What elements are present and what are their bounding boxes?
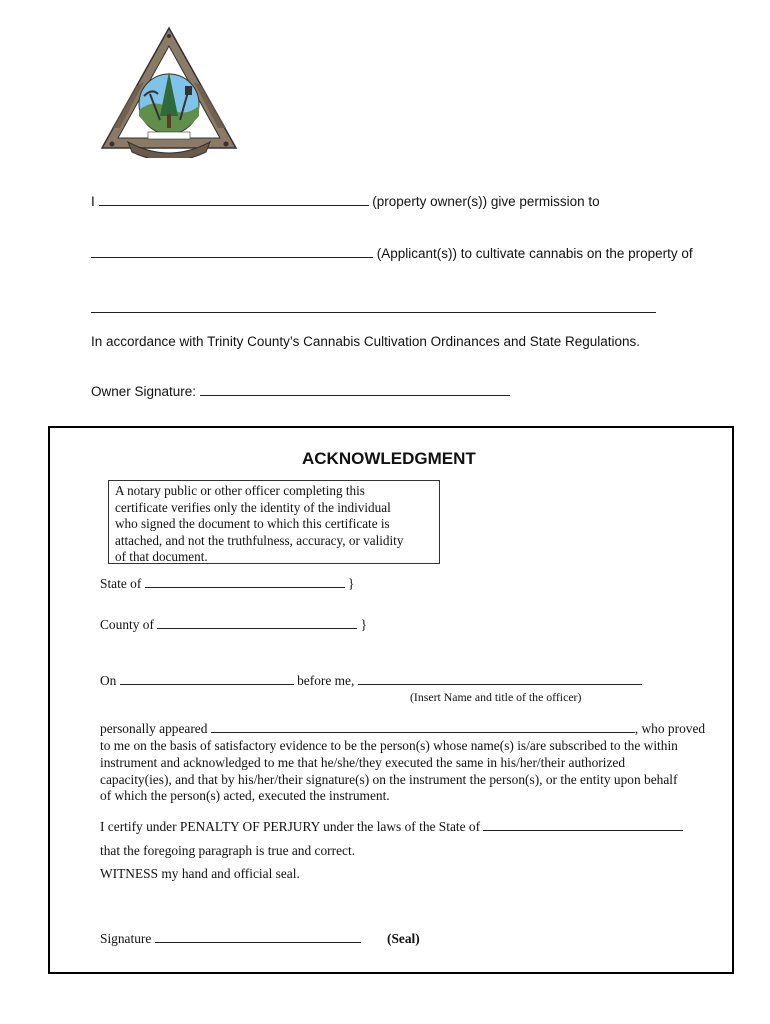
owner-signature-row: [91, 384, 510, 399]
permission-line-1: [91, 194, 600, 209]
notary-signature-field[interactable]: [155, 941, 361, 943]
witness-text: WITNESS my hand and official seal.: [100, 866, 300, 881]
owner-permission-text: (property owner(s)) give permission to: [372, 194, 600, 209]
certify-row: [100, 819, 683, 835]
notice-line: attached, and not the truthfulness, accuracy, or validity: [115, 532, 404, 548]
county-brace: }: [360, 617, 368, 632]
body-line: instrument and acknowledged to me that he/she/they executed the same in his/her/their authorized: [100, 754, 626, 770]
before-me-label: before me,: [297, 673, 355, 688]
officer-name-field[interactable]: [358, 683, 642, 685]
acknowledgment-body: [100, 738, 678, 805]
certify-state-field[interactable]: [483, 829, 683, 831]
foregoing-text: that the foregoing paragraph is true and correct.: [100, 843, 356, 858]
state-label: State of: [100, 576, 142, 591]
on-date-row: [100, 673, 642, 689]
seal-label: (Seal): [387, 931, 420, 946]
county-label: County of: [100, 617, 154, 632]
permission-line-2: [91, 246, 693, 261]
officer-hint: (Insert Name and title of the officer): [410, 690, 582, 704]
appeared-name-field[interactable]: [211, 731, 635, 733]
notary-signature-row: [100, 931, 361, 947]
on-label: On: [100, 673, 117, 688]
body-line: of which the person(s) acted, executed the instrument.: [100, 788, 390, 804]
applicant-permission-text: (Applicant(s)) to cultivate cannabis on the property of: [376, 246, 693, 261]
who-proved-label: , who proved: [634, 721, 706, 736]
state-brace: }: [348, 576, 355, 591]
notice-line: certificate verifies only the identity of the individual: [115, 499, 391, 515]
state-row: [100, 576, 354, 592]
state-field[interactable]: [145, 586, 345, 588]
owner-prefix: I: [91, 194, 95, 209]
body-line: to me on the basis of satisfactory evidence to be the person(s) whose name(s) is/are subscribed to the within: [100, 738, 678, 753]
owner-signature-field[interactable]: [200, 394, 510, 396]
trinity-county-seal-logo: [98, 24, 240, 158]
certify-text: I certify under PENALTY OF PERJURY under the laws of the State of: [100, 819, 481, 834]
property-address-field[interactable]: [91, 312, 656, 313]
applicant-name-field[interactable]: [91, 256, 373, 258]
acknowledgment-title: ACKNOWLEDGMENT: [302, 449, 476, 468]
notice-line: A notary public or other officer completing this: [115, 483, 365, 498]
date-field[interactable]: [120, 683, 294, 685]
owner-signature-label: Owner Signature:: [91, 384, 197, 399]
body-line: capacity(ies), and that by his/her/their signature(s) on the instrument the person(s), or the entity upon behalf: [100, 771, 678, 787]
signature-label: Signature: [100, 931, 152, 946]
county-field[interactable]: [157, 627, 357, 629]
owner-name-field[interactable]: [99, 204, 369, 206]
notice-line: of that document.: [115, 549, 208, 565]
personally-appeared-label: personally appeared: [100, 721, 208, 736]
county-row: [100, 617, 367, 633]
notice-line: who signed the document to which this certificate is: [115, 516, 390, 532]
personally-appeared-row: [100, 721, 705, 737]
ordinance-statement: In accordance with Trinity County’s Cannabis Cultivation Ordinances and State Regulations.: [91, 334, 641, 349]
notary-notice-box: [108, 480, 440, 564]
